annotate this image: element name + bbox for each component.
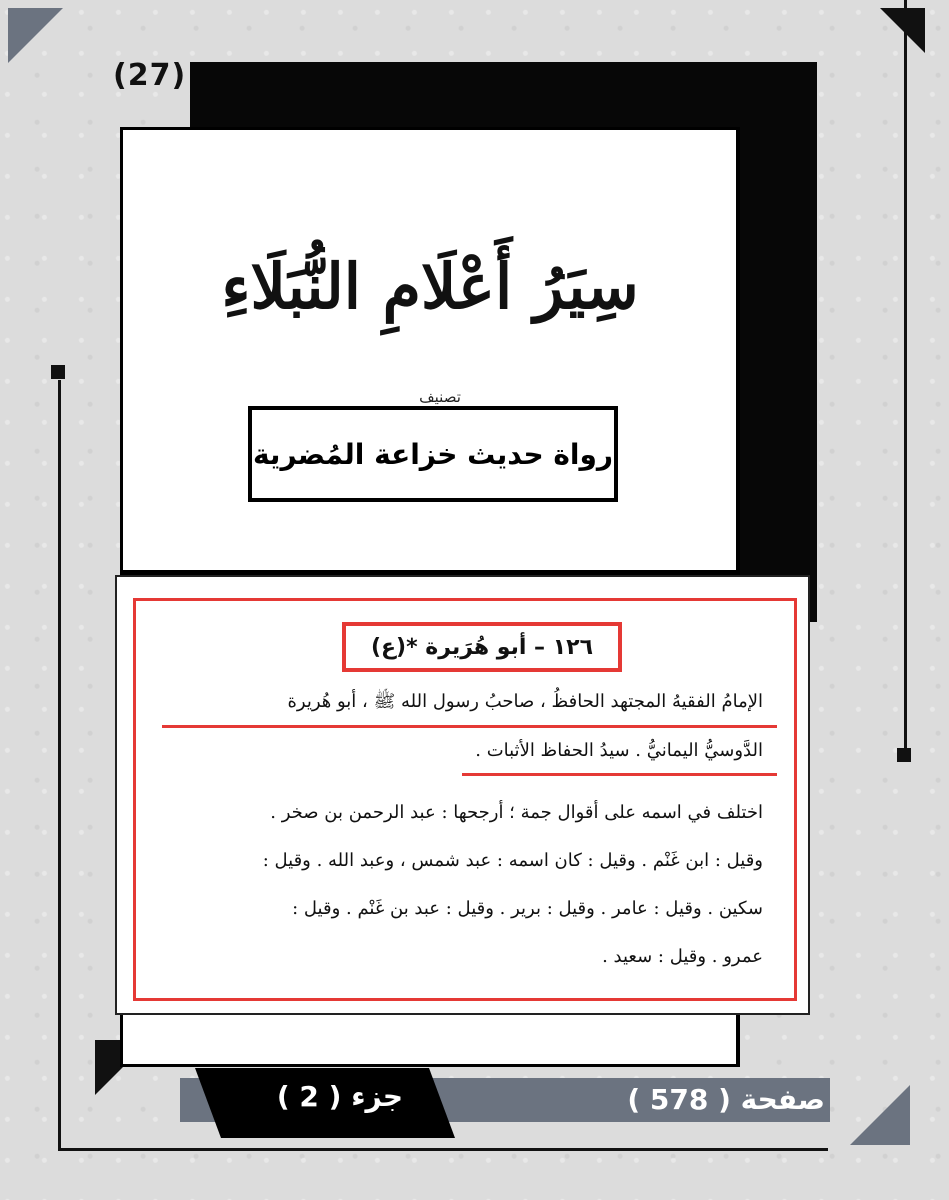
author-overlay-box [248,406,618,502]
entry-line-5: سكين . وقيل : عامر . وقيل : برير . وقيل : عبد بن غَنْم . وقيل : [292,898,763,919]
corner-triangle-top-left [8,8,63,63]
frame-corner-square-right [897,748,911,762]
book-cover-page [123,130,736,570]
frame-line-left [58,380,61,1150]
volume-label: جزء ( 2 ) [276,1080,404,1113]
underline-1 [162,725,777,728]
item-counter: (27) [113,58,187,93]
author-by-label: تصنيف [419,388,461,406]
entry-line-1: الإمامُ الفقيهُ المجتهد الحافظُ ، صاحبُ رسول الله ﷺ ، أبو هُريرة [287,691,763,712]
entry-line-4: وقيل : ابن غَنْم . وقيل : كان اسمه : عبد شمس ، وعبد الله . وقيل : [262,850,763,871]
corner-triangle-top-right [880,8,925,53]
entry-heading: ١٢٦ – أبو هُرَيرة *(ع) [370,634,594,660]
book-excerpt [115,575,810,1015]
entry-line-2: الدَّوسيُّ اليمانيُّ . سيدُ الحفاظ الأثبات . [475,740,763,761]
book-lower-page [123,1010,736,1064]
book-title: سِيَرُ أَعْلَامِ النُّبَلَاءِ [221,250,639,323]
author-overlay-text: رواة حديث خزاعة المُضرية [252,437,614,471]
corner-triangle-bottom-right [850,1085,910,1145]
entry-line-6: عمرو . وقيل : سعيد . [602,946,763,967]
page-number-label: صفحة ( 578 ) [627,1083,825,1116]
entry-heading-box [342,622,622,672]
frame-line-bottom [58,1148,828,1151]
entry-line-3: اختلف في اسمه على أقوال جمة ؛ أرجحها : عبد الرحمن بن صخر . [270,802,763,823]
frame-line-right [904,0,907,750]
underline-2 [462,773,777,776]
frame-corner-square-left [51,365,65,379]
